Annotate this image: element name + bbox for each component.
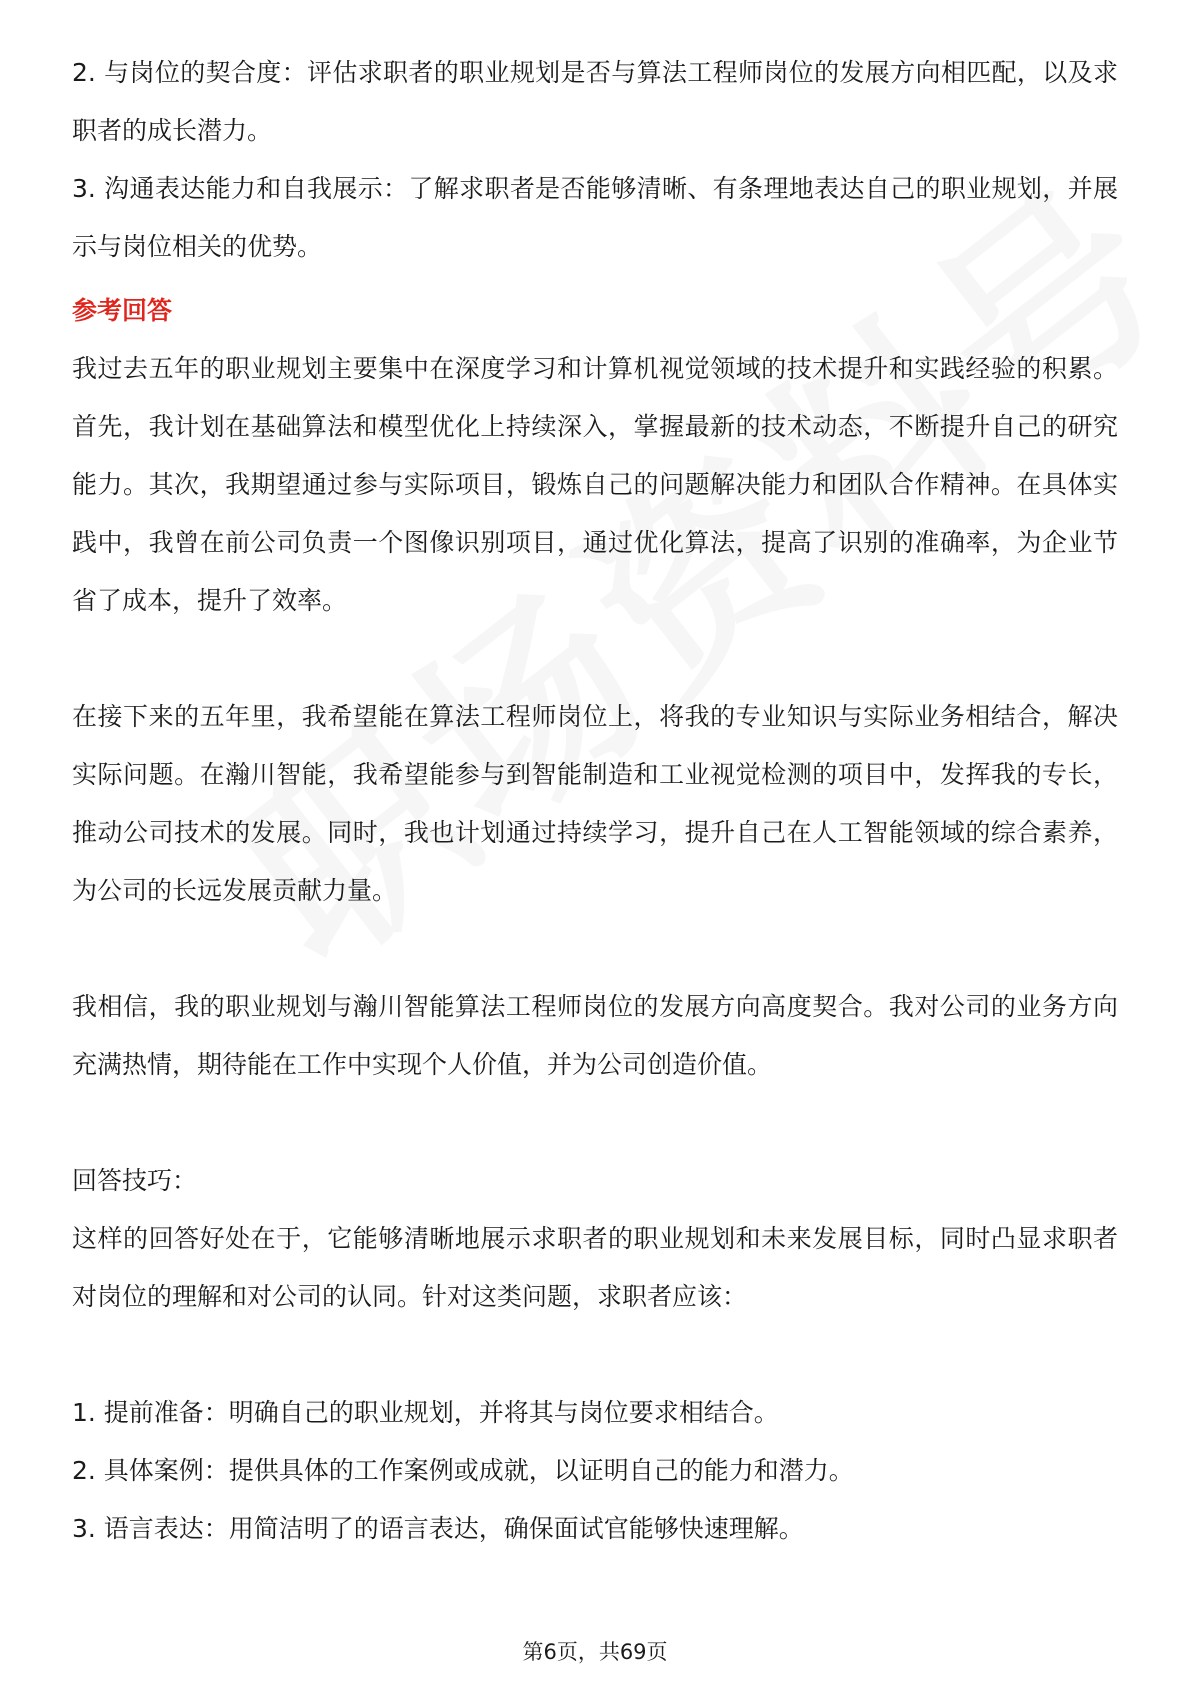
- page-number: 第6页，共69页: [522, 1640, 668, 1664]
- tips-item-1: 1. 提前准备：明确自己的职业规划，并将其与岗位要求相结合。: [72, 1398, 779, 1427]
- answer-paragraph-2: 在接下来的五年里，我希望能在算法工程师岗位上，将我的专业知识与实际业务相结合，解决实际问题。在瀚川智能，我希望能参与到智能制造和工业视觉检测的项目中，发挥我的专长，推动公司技术的发展。同时，我也计划通过持续学习，提升自己在人工智能领域的综合素养，为公司的长远发展贡献力量。: [72, 702, 1118, 905]
- tips-item-3: 3. 语言表达：用简洁明了的语言表达，确保面试官能够快速理解。: [72, 1514, 804, 1543]
- answer-paragraph-1: 我过去五年的职业规划主要集中在深度学习和计算机视觉领域的技术提升和实践经验的积累。首先，我计划在基础算法和模型优化上持续深入，掌握最新的技术动态，不断提升自己的研究能力。其次，我期望通过参与实际项目，锻炼自己的问题解决能力和团队合作精神。在具体实践中，我曾在前公司负责一个图像识别项目，通过优化算法，提高了识别的准确率，为企业节省了成本，提升了效率。: [72, 354, 1118, 615]
- paragraph-gap: [72, 1326, 1118, 1384]
- criteria-item-2: 2. 与岗位的契合度：评估求职者的职业规划是否与算法工程师岗位的发展方向相匹配，以及求职者的成长潜力。: [72, 58, 1118, 145]
- tips-intro: 这样的回答好处在于，它能够清晰地展示求职者的职业规划和未来发展目标，同时凸显求职者对岗位的理解和对公司的认同。针对这类问题，求职者应该：: [72, 1224, 1118, 1311]
- tips-heading: 回答技巧：: [72, 1166, 198, 1195]
- criteria-item-3: 3. 沟通表达能力和自我展示：了解求职者是否能够清晰、有条理地表达自己的职业规划，并展示与岗位相关的优势。: [72, 174, 1118, 261]
- answer-paragraph-3: 我相信，我的职业规划与瀚川智能算法工程师岗位的发展方向高度契合。我对公司的业务方向充满热情，期待能在工作中实现个人价值，并为公司创造价值。: [72, 992, 1118, 1079]
- paragraph-gap: [72, 1094, 1118, 1152]
- reference-answer-heading: 参考回答: [72, 296, 173, 325]
- document-body: [72, 44, 1118, 1558]
- paragraph-gap: [72, 920, 1118, 978]
- tips-item-2: 2. 具体案例：提供具体的工作案例或成就，以证明自己的能力和潜力。: [72, 1456, 854, 1485]
- paragraph-gap: [72, 630, 1118, 688]
